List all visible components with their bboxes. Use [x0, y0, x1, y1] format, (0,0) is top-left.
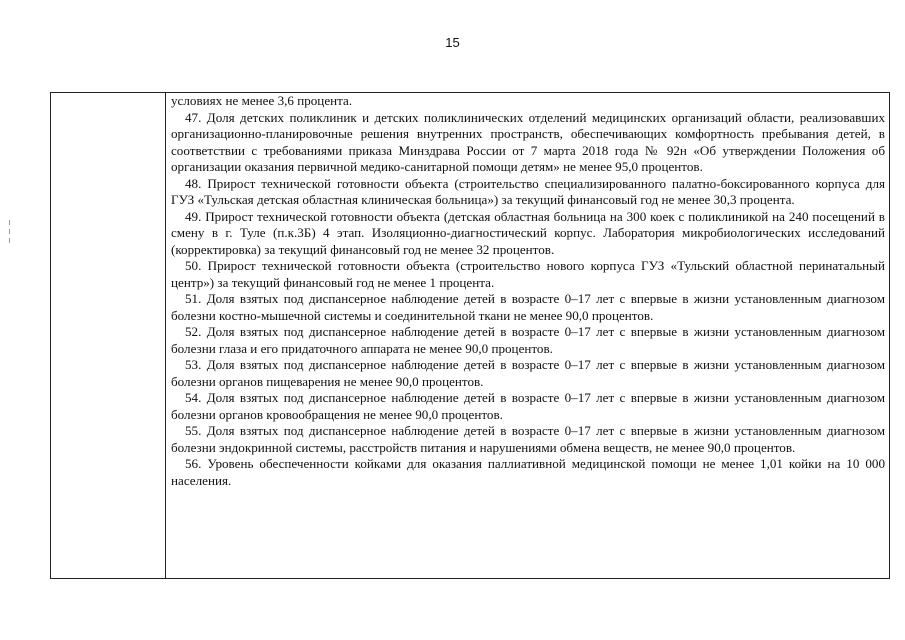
paragraph-item-52: 52. Доля взятых под диспансерное наблюдение детей в возрасте 0–17 лет с впервые в жизни установленным диагнозом болезни глаза и его придаточного аппарата не менее 90,0 процентов. — [171, 324, 885, 356]
paragraph-item-55: 55. Доля взятых под диспансерное наблюдение детей в возрасте 0–17 лет с впервые в жизни установленным диагнозом болезни эндокринной системы, расстройств питания и нарушениями обмена веществ, не менее 90,0 процентов. — [171, 423, 885, 455]
table-right-column — [166, 93, 889, 578]
paragraph-continuation: условиях не менее 3,6 процента. — [171, 93, 353, 108]
paragraph-item-48: 48. Прирост технической готовности объекта (строительство специализированного палатно-боксированного корпуса для ГУЗ «Тульская детская областная клиническая больница») за текущий финансовый год не менее 30,3 процента. — [171, 175, 885, 207]
paragraph-item-51: 51. Доля взятых под диспансерное наблюдение детей в возрасте 0–17 лет с впервые в жизни установленным диагнозом болезни костно-мышечной системы и соединительной ткани не менее 90,0 процентов. — [171, 291, 885, 323]
page-number: 15 — [445, 35, 460, 50]
paragraph-item-49: 49. Прирост технической готовности объекта (детская областная больница на 300 коек с поликлиникой на 240 посещений в смену в г. Туле (п.к.3Б) 4 этап. Изоляционно-диагностический корпус. Лаборатория микробиологических исследований (корректировка) за текущий финансовый год не менее 32 процентов. — [171, 208, 885, 257]
paragraph-item-53: 53. Доля взятых под диспансерное наблюдение детей в возрасте 0–17 лет с впервые в жизни установленным диагнозом болезни органов пищеварения не менее 90,0 процентов. — [171, 357, 885, 389]
table-left-column — [51, 93, 166, 578]
binding-marks — [9, 220, 11, 520]
paragraph-item-50: 50. Прирост технической готовности объекта (строительство нового корпуса ГУЗ «Тульский областной перинатальный центр») за текущий финансовый год не менее 1 процента. — [171, 258, 885, 290]
paragraph-item-54: 54. Доля взятых под диспансерное наблюдение детей в возрасте 0–17 лет с впервые в жизни установленным диагнозом болезни органов кровообращения не менее 90,0 процентов. — [171, 390, 885, 422]
paragraph-item-47: 47. Доля детских поликлиник и детских поликлинических отделений медицинских организаций области, реализовавших организационно-планировочные решения внутренних пространств, обеспечивающих комфортность пребывания детей, в соответствии с требованиями приказа Минздрава России от 7 марта 2018 года № 92н «Об утверждении Положения об организации оказания первичной медико-санитарной помощи детям» не менее 95,0 процентов. — [171, 109, 885, 174]
document-table — [50, 92, 890, 579]
paragraph-item-56: 56. Уровень обеспеченности койками для оказания паллиативной медицинской помощи не менее 1,01 койки на 10 000 населения. — [171, 456, 885, 488]
